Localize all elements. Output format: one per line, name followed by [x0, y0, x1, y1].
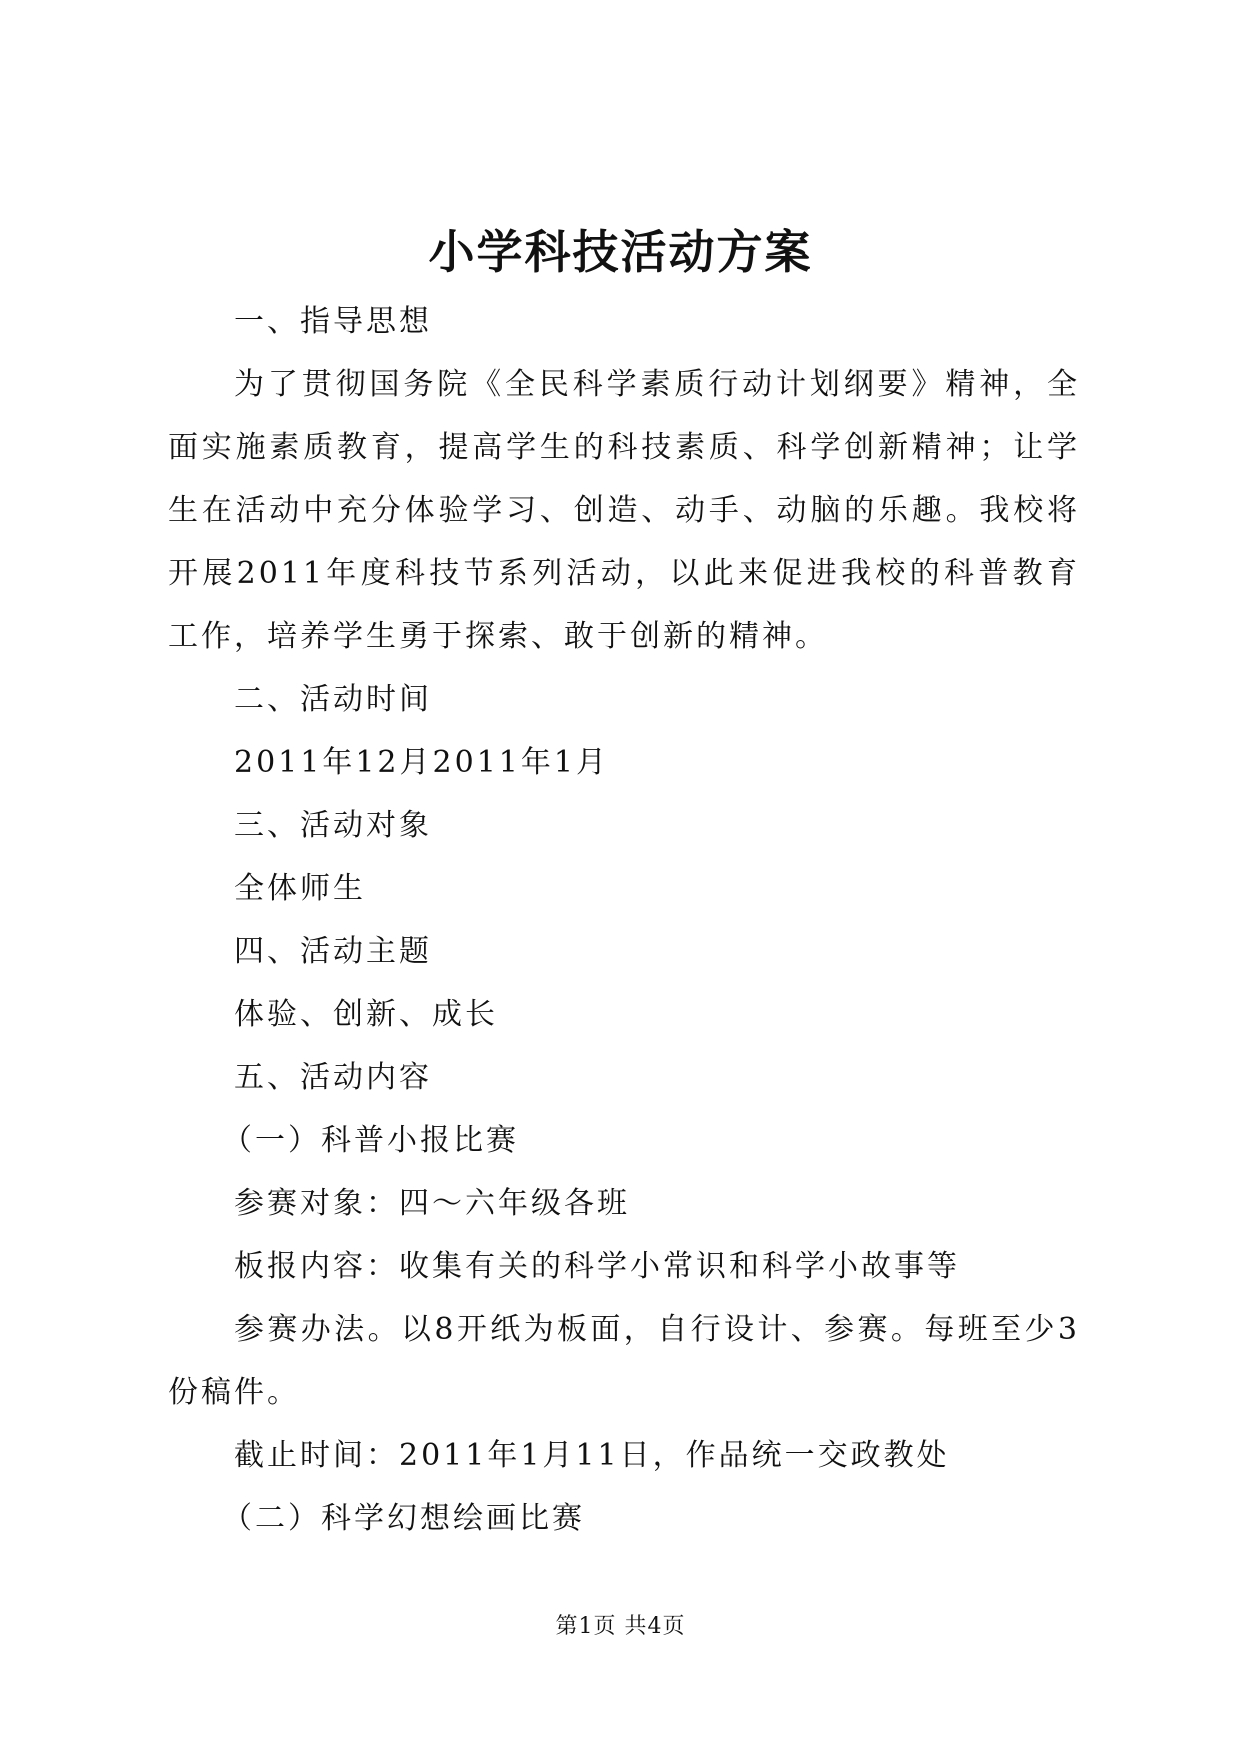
contest-board-content: 板报内容：收集有关的科学小常识和科学小故事等: [234, 1249, 960, 1284]
section-heading-activity-time: 二、活动时间: [234, 682, 432, 717]
section-heading-guiding-thought: 一、指导思想: [234, 304, 432, 339]
contest-participants: 参赛对象：四～六年级各班: [234, 1186, 630, 1221]
activity-time-value: 2011年12月2011年1月: [234, 745, 609, 780]
subsection-heading-science-newspaper: （一）科普小报比赛: [222, 1123, 519, 1158]
page-number-footer: 第1页 共4页: [555, 1614, 686, 1639]
subsection-heading-science-painting: （二）科学幻想绘画比赛: [222, 1501, 585, 1536]
section-heading-activity-theme: 四、活动主题: [234, 934, 432, 969]
activity-theme-value: 体验、创新、成长: [234, 997, 498, 1032]
activity-target-value: 全体师生: [234, 871, 366, 906]
section-heading-activity-content: 五、活动内容: [234, 1060, 432, 1095]
paragraph-purpose: 为了贯彻国务院《全民科学素质行动计划纲要》精神，全面实施素质教育，提高学生的科技素质、科学创新精神；让学生在活动中充分体验学习、创造、动手、动脑的乐趣。我校将开展2011年度科技节系列活动，以此来促进我校的科普教育工作，培养学生勇于探索、敢于创新的精神。: [168, 367, 1080, 654]
document-title: 小学科技活动方案: [428, 225, 813, 279]
document-body: [168, 290, 1080, 1550]
section-heading-activity-target: 三、活动对象: [234, 808, 432, 843]
contest-method: 参赛办法。以8开纸为板面，自行设计、参赛。每班至少3份稿件。: [168, 1312, 1080, 1410]
contest-deadline: 截止时间：2011年1月11日，作品统一交政教处: [234, 1438, 950, 1473]
